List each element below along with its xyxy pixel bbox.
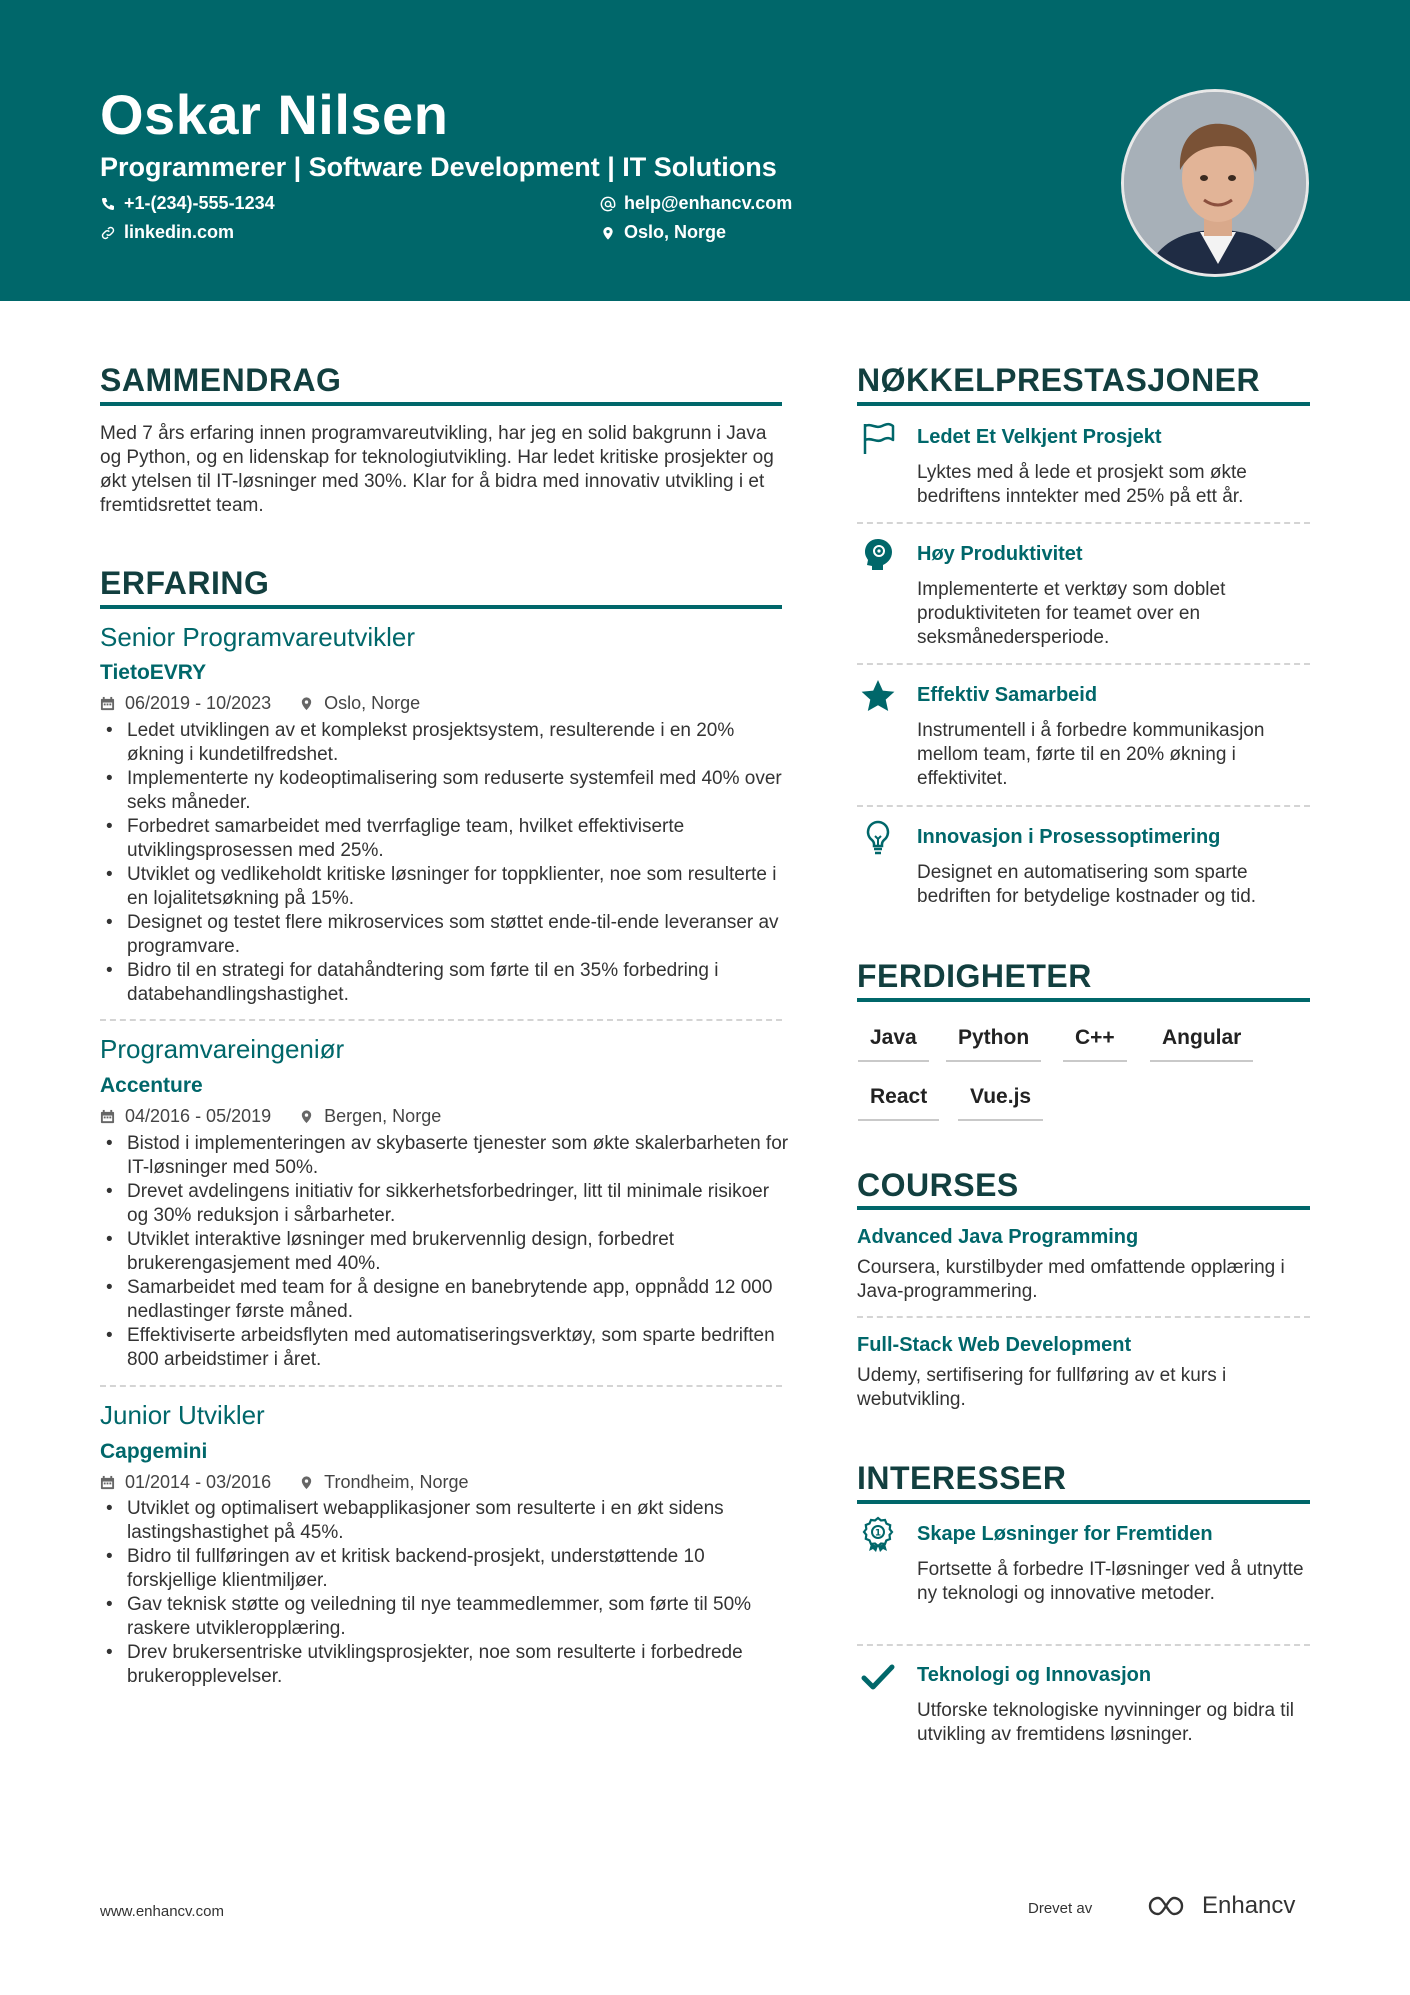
- achievement-desc: Lyktes med å lede et prosjekt som økte bedriftens inntekter med 25% på ett år.: [917, 462, 1247, 507]
- summary-rule: [100, 402, 782, 406]
- course-desc: Udemy, sertifisering for fullføring av et kurs i webutvikling.: [857, 1365, 1227, 1410]
- location-pin-icon: [299, 696, 314, 711]
- list-item: • Bistod i implementeringen av skybaserte tjenester som økte skalerbarheten for IT-løsninger med 50%.: [100, 1132, 790, 1180]
- job-title: Junior Utvikler: [100, 1400, 265, 1430]
- skill-tag: Java: [858, 1026, 929, 1062]
- list-item: • Utviklet og vedlikeholdt kritiske løsninger for toppklienter, noe som resulterte i en lojalitetsøkning på 15%.: [100, 863, 790, 911]
- calendar-icon: [100, 1475, 115, 1490]
- job-meta: [100, 1472, 469, 1493]
- enhancv-logo[interactable]: [1146, 1892, 1295, 1920]
- divider: [857, 663, 1310, 665]
- at-icon: [600, 196, 616, 212]
- job-title: Senior Programvareutvikler: [100, 622, 416, 652]
- list-item: • Utviklet og optimalisert webapplikasjoner som resulterte i en økt sidens lastingshastighet på 45%.: [100, 1497, 790, 1545]
- email-text: help@enhancv.com: [624, 193, 793, 213]
- list-item: • Designet og testet flere mikroservices som støttet ende-til-ende leveranser av programvare.: [100, 911, 790, 959]
- job-dates: 04/2016 - 05/2019: [125, 1106, 272, 1126]
- interest-title: Skape Løsninger for Fremtiden: [917, 1523, 1213, 1545]
- skills-heading: FERDIGHETER: [857, 958, 1092, 994]
- profile-photo: [1121, 89, 1309, 277]
- job-meta: [100, 1106, 441, 1127]
- divider: [857, 805, 1310, 807]
- job-dates: 06/2019 - 10/2023: [125, 693, 272, 713]
- job-bullets: [100, 719, 790, 1007]
- linkedin-text: linkedin.com: [124, 222, 235, 242]
- interests-heading: INTERESSER: [857, 1460, 1067, 1496]
- list-item: • Bidro til fullføringen av et kritisk backend-prosjekt, understøttende 10 forskjellige klientmiljøer.: [100, 1545, 790, 1593]
- lightbulb-icon: [860, 819, 896, 855]
- email-contact[interactable]: [600, 193, 792, 214]
- enhancv-logo-icon: [1146, 1894, 1192, 1918]
- phone-icon: [100, 196, 116, 212]
- skill-tag: C++: [1063, 1026, 1127, 1062]
- company-name: Accenture: [100, 1074, 203, 1097]
- experience-heading: ERFARING: [100, 565, 270, 601]
- courses-heading: COURSES: [857, 1167, 1019, 1203]
- divider: [857, 522, 1310, 524]
- achievements-rule: [857, 402, 1310, 406]
- skills-rule: [857, 998, 1310, 1002]
- list-item: • Forbedret samarbeidet med tverrfaglige team, hvilket effektiviserte utviklingsprosessen med 25%.: [100, 815, 790, 863]
- checkmark-icon: [860, 1659, 896, 1695]
- skill-tag: Vue.js: [958, 1085, 1043, 1121]
- achievement-title: Innovasjon i Prosessoptimering: [917, 826, 1221, 848]
- candidate-name: Oskar Nilsen: [100, 83, 449, 146]
- experience-rule: [100, 605, 782, 609]
- interest-desc: Fortsette å forbedre IT-løsninger ved å utnytte ny teknologi og innovative metoder.: [917, 1559, 1304, 1604]
- job-meta: [100, 693, 420, 714]
- job-title: Programvareingeniør: [100, 1034, 345, 1064]
- resume-header: [0, 0, 1410, 301]
- footer-website[interactable]: www.enhancv.com: [100, 1903, 224, 1920]
- phone-contact[interactable]: [100, 193, 275, 214]
- calendar-icon: [100, 1109, 115, 1124]
- achievement-title: Høy Produktivitet: [917, 543, 1083, 565]
- list-item: • Drev brukersentriske utviklingsprosjekter, noe som resulterte i forbedrede brukeropplevelser.: [100, 1641, 790, 1689]
- divider: [857, 1644, 1310, 1646]
- interests-rule: [857, 1500, 1310, 1504]
- location-pin-icon: [299, 1109, 314, 1124]
- list-item: • Ledet utviklingen av et komplekst prosjektsystem, resulterende i en 20% økning i kundetilfredshet.: [100, 719, 790, 767]
- courses-rule: [857, 1206, 1310, 1210]
- achievements-heading: NØKKELPRESTASJONER: [857, 362, 1261, 398]
- list-item: • Samarbeidet med team for å designe en banebrytende app, oppnådd 12 000 nedlastinger første måned.: [100, 1276, 790, 1324]
- job-dates: 01/2014 - 03/2016: [125, 1472, 272, 1492]
- interest-title: Teknologi og Innovasjon: [917, 1664, 1152, 1686]
- company-name: Capgemini: [100, 1440, 208, 1463]
- achievement-desc: Implementerte et verktøy som doblet produktiviteten for teamet over en seksmånedersperiode.: [917, 579, 1226, 648]
- star-icon: [860, 678, 896, 714]
- course-title: Full-Stack Web Development: [857, 1334, 1132, 1356]
- achievement-desc: Instrumentell i å forbedre kommunikasjon mellom team, førte til en 20% økning i effektivitet.: [917, 720, 1265, 789]
- course-title: Advanced Java Programming: [857, 1226, 1139, 1248]
- skill-tag: Angular: [1150, 1026, 1253, 1062]
- job-location: Bergen, Norge: [324, 1106, 442, 1126]
- list-item: • Utviklet interaktive løsninger med brukervennlig design, forbedret brukerengasjement med 40%.: [100, 1228, 790, 1276]
- flag-icon: [860, 420, 896, 456]
- linkedin-contact[interactable]: [100, 222, 234, 243]
- job-location: Oslo, Norge: [324, 693, 421, 713]
- company-name: TietoEVRY: [100, 661, 207, 684]
- award-icon: [860, 1516, 896, 1552]
- job-bullets: [100, 1497, 790, 1689]
- list-item: • Effektiviserte arbeidsflyten med automatiseringsverktøy, som sparte bedriften 800 arbeidstimer i året.: [100, 1324, 790, 1372]
- skill-tag: Python: [946, 1026, 1041, 1062]
- summary-heading: SAMMENDRAG: [100, 362, 342, 398]
- calendar-icon: [100, 696, 115, 711]
- summary-text: Med 7 års erfaring innen programvareutvikling, har jeg en solid bakgrunn i Java og Python, og en lidenskap for teknologiutvikling. Har ledet kritiske prosjekter og økt ytelsen til IT-løsninger med 30%. Klar for å bidra med innovativ utvikling i et fremtidsrettet team.: [100, 423, 774, 516]
- head-icon: [860, 536, 896, 572]
- location-contact: [600, 222, 726, 243]
- achievement-desc: Designet en automatisering som sparte bedriften for betydelige kostnader og tid.: [917, 862, 1257, 907]
- location-pin-icon: [600, 225, 616, 241]
- list-item: • Drevet avdelingens initiativ for sikkerhetsforbedringer, litt til minimale risikoer og 30% reduksjon i sårbarheter.: [100, 1180, 790, 1228]
- interest-desc: Utforske teknologiske nyvinninger og bidra til utvikling av fremtidens løsninger.: [917, 1700, 1295, 1745]
- location-text: Oslo, Norge: [624, 222, 727, 242]
- svg-text:1: 1: [874, 1528, 882, 1539]
- link-icon: [100, 225, 116, 241]
- candidate-headline: Programmerer | Software Development | IT Solutions: [100, 152, 777, 182]
- achievement-title: Effektiv Samarbeid: [917, 684, 1098, 706]
- skill-tag: React: [858, 1085, 939, 1121]
- course-desc: Coursera, kurstilbyder med omfattende opplæring i Java-programmering.: [857, 1257, 1285, 1302]
- footer-powered-by: Drevet av: [1028, 1900, 1093, 1917]
- job-location: Trondheim, Norge: [324, 1472, 469, 1492]
- list-item: • Bidro til en strategi for datahåndtering som førte til en 35% forbedring i databehandlingshastighet.: [100, 959, 790, 1007]
- divider: [857, 1316, 1310, 1318]
- divider: [100, 1019, 782, 1021]
- location-pin-icon: [299, 1475, 314, 1490]
- phone-text: +1-(234)-555-1234: [124, 193, 275, 213]
- enhancv-wordmark: Enhancv: [1202, 1892, 1296, 1919]
- list-item: • Gav teknisk støtte og veiledning til nye teammedlemmer, som førte til 50% raskere utvikleropplæring.: [100, 1593, 790, 1641]
- divider: [100, 1385, 782, 1387]
- avatar: [1124, 92, 1309, 277]
- job-bullets: [100, 1132, 790, 1372]
- list-item: • Implementerte ny kodeoptimalisering som reduserte systemfeil med 40% over seks måneder.: [100, 767, 790, 815]
- achievement-title: Ledet Et Velkjent Prosjekt: [917, 426, 1162, 448]
